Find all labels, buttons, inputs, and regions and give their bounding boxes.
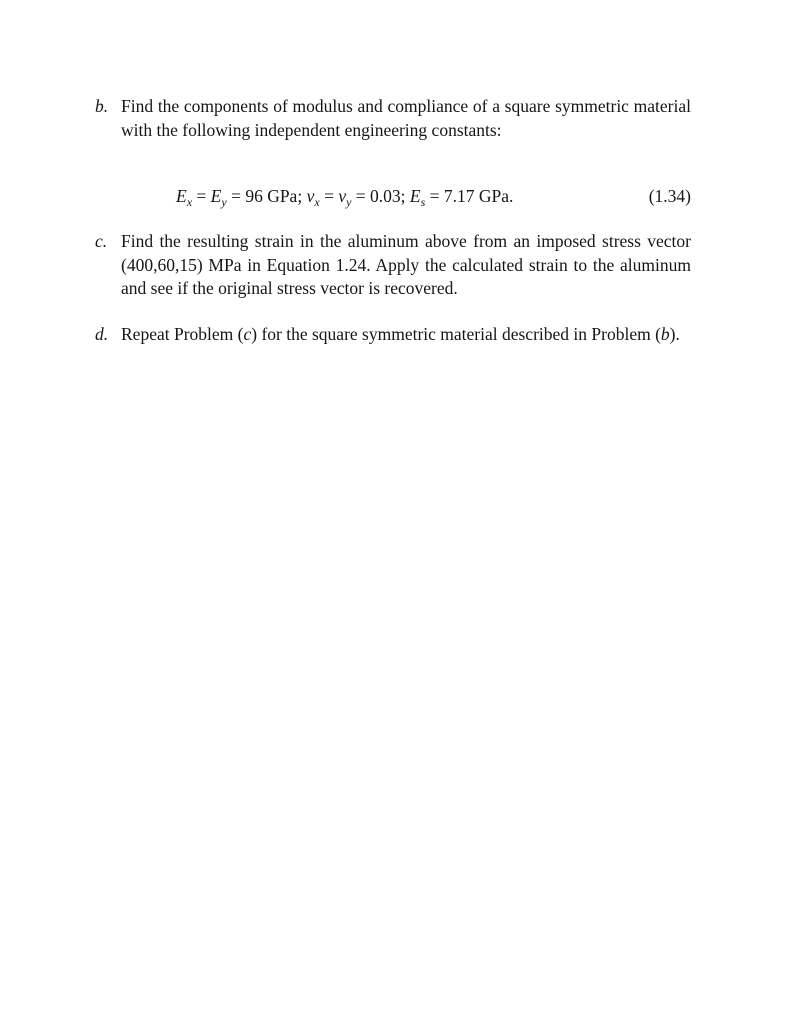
shear-modulus-value: 7.17 GPa. [443, 186, 514, 206]
problem-ref-b: b [660, 324, 670, 344]
problem-d-text: Repeat Problem (c) for the square symmetric material described in Problem (b). [121, 324, 680, 344]
problem-c [95, 230, 691, 301]
poisson-value: 0.03 [370, 186, 401, 206]
equation-expression: $E_x = E_y = 96$ GPa; $\nu_x = \nu_y = 0.03$; $E_s = 7.17$ GPa. [176, 186, 514, 209]
equation-1-34 [176, 184, 691, 208]
problem-b [95, 95, 691, 142]
problem-b-label: b. [95, 96, 109, 116]
equation-number: (1.34) [648, 186, 691, 206]
modulus-value: 96 GPa [245, 186, 298, 206]
problem-c-text: Find the resulting strain in the aluminum above from an imposed stress vector (400,60,15) MPa in Equation 1.24. Apply the calculated strain to the aluminum and see if the original stress vector is recovered. [121, 231, 691, 298]
problem-d [95, 323, 691, 347]
problem-d-label: d. [95, 324, 109, 344]
problem-c-label: c. [95, 231, 108, 251]
problem-b-text: Find the components of modulus and compliance of a square symmetric material with the following independent engineering constants: [121, 96, 691, 140]
problem-ref-c: c [243, 324, 252, 344]
